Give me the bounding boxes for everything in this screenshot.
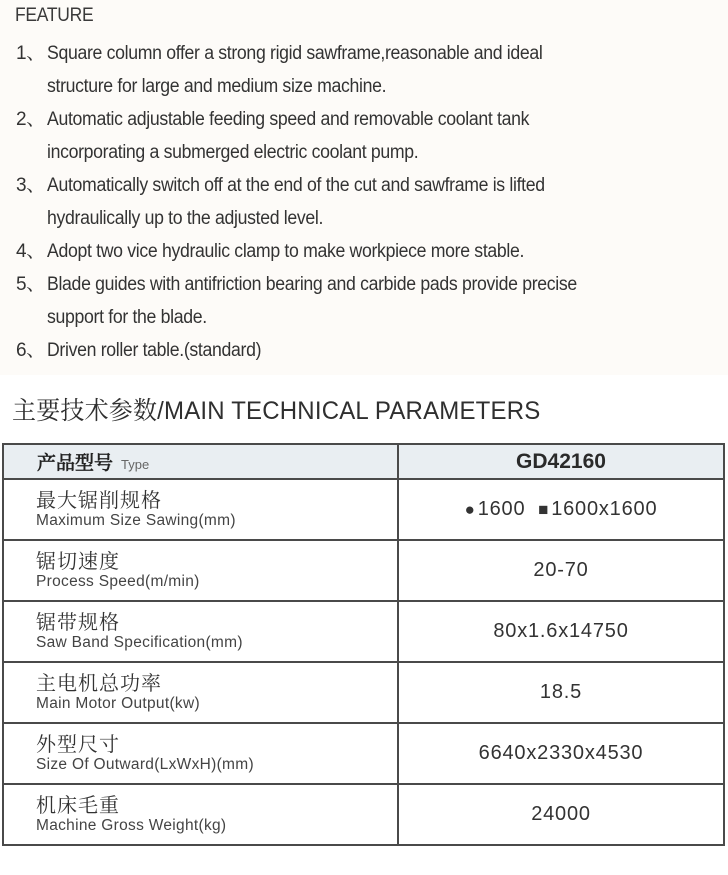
row-value-cell: 18.5 bbox=[398, 662, 724, 723]
table-row bbox=[3, 784, 724, 845]
table-header-row bbox=[3, 444, 724, 479]
row-label-zh: 锯切速度 bbox=[36, 550, 120, 573]
row-label-cell bbox=[3, 723, 398, 784]
feature-item bbox=[16, 268, 728, 334]
feature-item-text: Blade guides with antifriction bearing and carbide pads provide precise support for the blade. bbox=[47, 274, 577, 328]
row-label-en: Main Motor Output(kw) bbox=[36, 694, 200, 712]
feature-title: FEATURE bbox=[15, 5, 94, 26]
row-label-en: Machine Gross Weight(kg) bbox=[36, 816, 227, 834]
feature-item-number: 6、 bbox=[16, 340, 45, 361]
table-row bbox=[3, 723, 724, 784]
round-section-icon: ● bbox=[464, 500, 476, 519]
row-label-en: Saw Band Specification(mm) bbox=[36, 633, 243, 651]
row-label-zh: 锯带规格 bbox=[36, 611, 120, 634]
row-label-zh: 外型尺寸 bbox=[36, 733, 120, 756]
row-value-cell: 6640x2330x4530 bbox=[398, 723, 724, 784]
feature-item bbox=[16, 37, 728, 103]
row-label-en: Size Of Outward(LxWxH)(mm) bbox=[36, 755, 254, 773]
row-label-zh: 机床毛重 bbox=[36, 794, 120, 817]
spec-table bbox=[2, 443, 725, 846]
feature-list bbox=[16, 37, 728, 367]
row-label-cell bbox=[3, 601, 398, 662]
row-label-cell bbox=[3, 479, 398, 540]
row-label-cell bbox=[3, 662, 398, 723]
round-size-value: 1600 bbox=[477, 498, 526, 520]
square-size-value: 1600x1600 bbox=[551, 498, 658, 520]
table-row bbox=[3, 601, 724, 662]
row-label-cell bbox=[3, 540, 398, 601]
table-row bbox=[3, 540, 724, 601]
row-label-zh: 主电机总功率 bbox=[36, 672, 162, 695]
feature-item-number: 1、 bbox=[16, 43, 45, 64]
feature-item-number: 2、 bbox=[16, 109, 45, 130]
feature-item-number: 5、 bbox=[16, 274, 45, 295]
row-value-cell: 20-70 bbox=[398, 540, 724, 601]
feature-item-number: 3、 bbox=[16, 175, 45, 196]
header-model-cell: GD42160 bbox=[398, 444, 724, 479]
square-section-icon: ■ bbox=[538, 500, 550, 519]
row-label-en: Maximum Size Sawing(mm) bbox=[36, 511, 236, 529]
params-title: 主要技术参数/MAIN TECHNICAL PARAMETERS bbox=[12, 397, 541, 425]
table-row bbox=[3, 662, 724, 723]
feature-item bbox=[16, 334, 728, 367]
feature-item bbox=[16, 103, 728, 169]
feature-item-number: 4、 bbox=[16, 241, 45, 262]
table-row bbox=[3, 479, 724, 540]
row-label-zh: 最大锯削规格 bbox=[36, 489, 162, 512]
feature-item-text: Adopt two vice hydraulic clamp to make workpiece more stable. bbox=[47, 241, 525, 262]
feature-item-text: Automatically switch off at the end of the cut and sawframe is lifted hydraulically up to the adjusted level. bbox=[47, 175, 545, 229]
header-label-en: Type bbox=[121, 457, 150, 472]
feature-section bbox=[0, 0, 728, 375]
row-value-cell bbox=[398, 479, 724, 540]
header-label-zh: 产品型号 bbox=[37, 453, 114, 474]
row-value-cell: 80x1.6x14750 bbox=[398, 601, 724, 662]
row-label-en: Process Speed(m/min) bbox=[36, 572, 200, 590]
row-label-cell bbox=[3, 784, 398, 845]
feature-item-text: Square column offer a strong rigid sawframe,reasonable and ideal structure for large and medium size machine. bbox=[47, 43, 543, 97]
feature-item-text: Automatic adjustable feeding speed and removable coolant tank incorporating a submerged electric coolant pump. bbox=[47, 109, 530, 163]
feature-item-text: Driven roller table.(standard) bbox=[47, 340, 262, 361]
feature-item bbox=[16, 169, 728, 235]
header-type-cell bbox=[3, 444, 398, 479]
feature-item bbox=[16, 235, 728, 268]
row-value-cell: 24000 bbox=[398, 784, 724, 845]
